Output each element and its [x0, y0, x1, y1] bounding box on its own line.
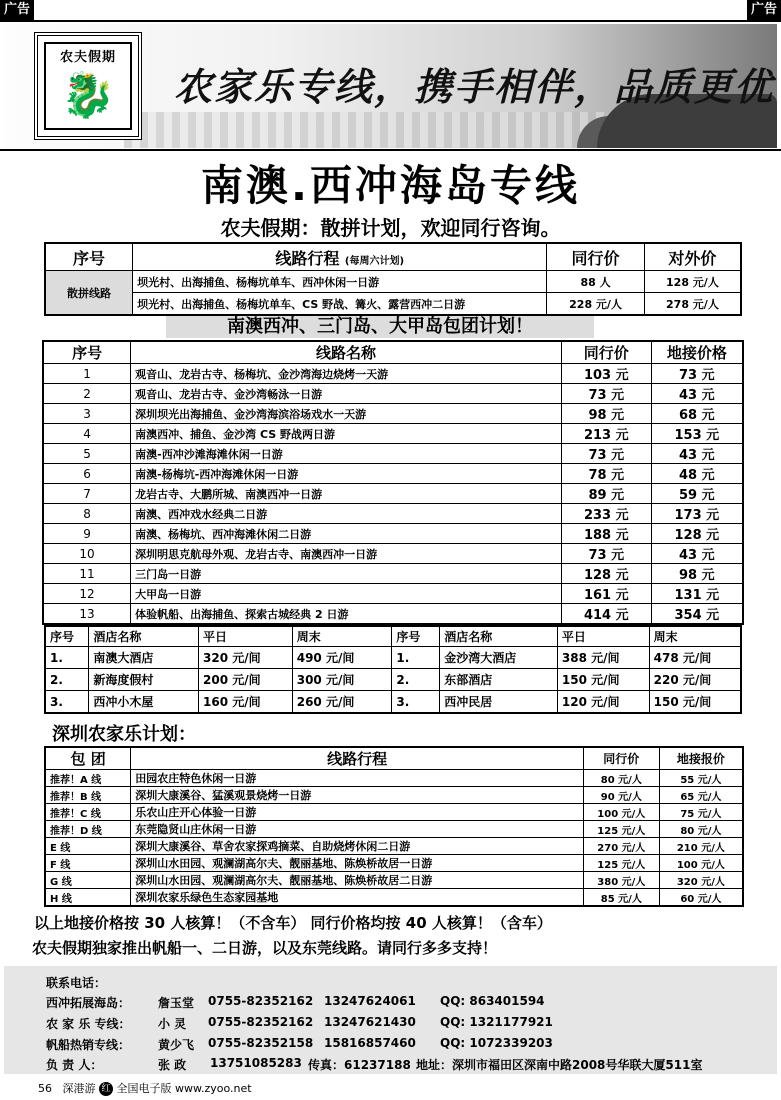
hotel-name: 东部酒店: [440, 669, 558, 691]
hotel-number: 1.: [392, 647, 440, 669]
weekday-price: 150 元/间: [557, 669, 649, 691]
route-name: 田园农庄特色休闲一日游: [131, 770, 584, 787]
route-name: 深圳大康溪谷、猛溪观景烧烤一日游: [131, 787, 584, 804]
col-weekday: 平日: [557, 626, 649, 647]
hotel-name: 金沙湾大酒店: [440, 647, 558, 669]
route-name: 深圳农家乐绿色生态家园基地: [131, 889, 584, 907]
ad-tag-right: 广告: [747, 0, 781, 20]
line-label: E 线: [45, 838, 131, 855]
table-row: [43, 364, 743, 384]
page-number: 56: [38, 1082, 52, 1095]
table-row: [45, 271, 741, 293]
table-row: [43, 504, 743, 524]
line-label: H 线: [45, 889, 131, 907]
table-row: [45, 691, 741, 714]
col-local: 地接报价: [659, 747, 743, 770]
table-row: [45, 787, 743, 804]
table-row: [45, 647, 741, 669]
table-row: [43, 444, 743, 464]
table-header: [43, 341, 743, 364]
peer-price: 90 元/人: [583, 787, 659, 804]
hotel-number: 2.: [45, 669, 89, 691]
col-peer: 同行价: [583, 747, 659, 770]
peer-price: 88 人: [547, 271, 645, 293]
table-row: [45, 872, 743, 889]
route-name: 南澳西冲、捕鱼、金沙湾 CS 野战两日游: [131, 424, 562, 444]
local-price: 210 元/人: [659, 838, 743, 855]
table-row: [43, 544, 743, 564]
local-price: 173 元: [651, 504, 743, 524]
row-number: 2: [43, 384, 131, 404]
local-price: 73 元: [651, 364, 743, 384]
row-number: 12: [43, 584, 131, 604]
table-row: [43, 464, 743, 484]
hotel-number: 1.: [45, 647, 89, 669]
route-name: 观音山、龙岩古寺、金沙湾畅泳一日游: [131, 384, 562, 404]
route-name: 深圳明思克航母外观、龙岩古寺、南澳西冲一日游: [131, 544, 562, 564]
route-name: 南澳-杨梅坑-西冲海滩休闲一日游: [131, 464, 562, 484]
peer-price: 188 元: [561, 524, 651, 544]
peer-price: 233 元: [561, 504, 651, 524]
weekday-price: 160 元/间: [199, 691, 293, 714]
col-no: 序号: [45, 626, 89, 647]
peer-price: 85 元/人: [583, 889, 659, 907]
top-rule: [0, 20, 781, 22]
hotel-name: 新海度假村: [89, 669, 199, 691]
peer-price: 161 元: [561, 584, 651, 604]
local-price: 43 元: [651, 384, 743, 404]
local-price: 65 元/人: [659, 787, 743, 804]
local-price: 59 元: [651, 484, 743, 504]
line-label: 推荐！B 线: [45, 787, 131, 804]
ad-tag-left: 广告: [0, 0, 34, 20]
weekend-price: 300 元/间: [292, 669, 392, 691]
table-row: [45, 855, 743, 872]
route-name: 东莞隐贤山庄休闲一日游: [131, 821, 584, 838]
col-no: 序号: [45, 243, 133, 271]
peer-price: 80 元/人: [583, 770, 659, 787]
weekday-price: 120 元/间: [557, 691, 649, 714]
route-name: 观音山、龙岩古寺、杨梅坑、金沙湾海边烧烤一天游: [131, 364, 562, 384]
route-name: 深圳大康溪谷、草舍农家探鸡摘菜、自助烧烤休闲二日游: [131, 838, 584, 855]
farm-heading: 深圳农家乐计划：: [52, 724, 196, 745]
col-peer: 同行价: [561, 341, 651, 364]
pricing-note: 以上地接价格按 30 人核算！（不含车） 同行价格均按 40 人核算！（含车）: [34, 914, 552, 932]
site-link[interactable]: 全国电子版 www.zyoo.net: [116, 1082, 252, 1095]
table-row: [45, 889, 743, 907]
hotel-rows: [45, 647, 741, 714]
line-label: F 线: [45, 855, 131, 872]
peer-price: 213 元: [561, 424, 651, 444]
col-no: 序号: [43, 341, 131, 364]
peer-price: 73 元: [561, 384, 651, 404]
row-number: 8: [43, 504, 131, 524]
table-row: [45, 293, 741, 316]
weekend-price: 490 元/间: [292, 647, 392, 669]
weekday-price: 200 元/间: [199, 669, 293, 691]
table-row: [43, 524, 743, 544]
row-number: 9: [43, 524, 131, 544]
brand-name: 深港游: [62, 1082, 96, 1095]
col-local: 地接价格: [651, 341, 743, 364]
col-route: 线路行程: [131, 747, 584, 770]
weekend-price: 220 元/间: [649, 669, 741, 691]
row-number: 13: [43, 604, 131, 625]
peer-price: 89 元: [561, 484, 651, 504]
weekday-price: 320 元/间: [199, 647, 293, 669]
local-price: 128 元: [651, 524, 743, 544]
package-table: [42, 340, 744, 625]
hotel-name: 西冲民居: [440, 691, 558, 714]
row-number: 7: [43, 484, 131, 504]
col-peer: 同行价: [547, 243, 645, 271]
local-price: 100 元/人: [659, 855, 743, 872]
peer-price: 100 元/人: [583, 804, 659, 821]
row-number: 6: [43, 464, 131, 484]
local-price: 43 元: [651, 544, 743, 564]
peer-price: 103 元: [561, 364, 651, 384]
peer-price: 78 元: [561, 464, 651, 484]
public-price: 128 元/人: [644, 271, 741, 293]
peer-price: 125 元/人: [583, 855, 659, 872]
table-header: [45, 243, 741, 271]
header-banner: [4, 24, 777, 148]
package-rows: [43, 364, 743, 625]
local-price: 60 元/人: [659, 889, 743, 907]
route-name: 乐农山庄开心体验一日游: [131, 804, 584, 821]
line-label: 推荐！A 线: [45, 770, 131, 787]
route-name: 龙岩古寺、大鹏所城、南澳西冲一日游: [131, 484, 562, 504]
local-price: 354 元: [651, 604, 743, 625]
public-price: 278 元/人: [644, 293, 741, 316]
hotel-number: 3.: [45, 691, 89, 714]
page-title: 南澳.西冲海岛专线: [201, 161, 580, 210]
table-row: [45, 821, 743, 838]
local-price: 48 元: [651, 464, 743, 484]
local-price: 43 元: [651, 444, 743, 464]
col-name: 酒店名称: [440, 626, 558, 647]
table-row: [43, 404, 743, 424]
weekday-price: 388 元/间: [557, 647, 649, 669]
table-row: [43, 384, 743, 404]
hotel-name: 西冲小木屋: [89, 691, 199, 714]
peer-price: 414 元: [561, 604, 651, 625]
table-row: [43, 584, 743, 604]
route-cell: 坝光村、出海捕鱼、杨梅坑单车、西冲休闲一日游: [133, 271, 547, 293]
table-row: [43, 424, 743, 444]
peer-price: 98 元: [561, 404, 651, 424]
peer-price: 380 元/人: [583, 872, 659, 889]
local-price: 98 元: [651, 564, 743, 584]
brand-logo: [34, 32, 142, 140]
weekend-price: 478 元/间: [649, 647, 741, 669]
route-name: 南澳-西冲沙滩海滩休闲一日游: [131, 444, 562, 464]
banner-slogan: 农家乐专线，携手相伴，品质更优: [174, 64, 775, 109]
table-row: [45, 770, 743, 787]
peer-price: 73 元: [561, 444, 651, 464]
local-price: 80 元/人: [659, 821, 743, 838]
banner-rule: [0, 149, 781, 151]
scatter-route-table: [44, 242, 742, 316]
row-number: 5: [43, 444, 131, 464]
route-name: 南澳、杨梅坑、西冲海滩休闲二日游: [131, 524, 562, 544]
peer-price: 228 元/人: [547, 293, 645, 316]
line-label: G 线: [45, 872, 131, 889]
table-row: [45, 838, 743, 855]
brand-badge: 红: [99, 1082, 113, 1096]
route-name: 体验帆船、出海捕鱼、探索古城经典 2 日游: [131, 604, 562, 625]
local-price: 131 元: [651, 584, 743, 604]
col-weekday: 平日: [199, 626, 293, 647]
col-group: 包 团: [45, 747, 131, 770]
peer-price: 270 元/人: [583, 838, 659, 855]
route-name: 三门岛一日游: [131, 564, 562, 584]
local-price: 68 元: [651, 404, 743, 424]
weekend-price: 260 元/间: [292, 691, 392, 714]
contact-heading: 联系电话：: [46, 976, 107, 990]
table-row: [43, 484, 743, 504]
col-name: 酒店名称: [89, 626, 199, 647]
col-no: 序号: [392, 626, 440, 647]
promo-note: 农夫假期独家推出帆船一、二日游，以及东莞线路。请同行多多支持！: [32, 939, 498, 957]
row-number: 3: [43, 404, 131, 424]
table-row: [45, 804, 743, 821]
route-cell: 坝光村、出海捕鱼、杨梅坑单车、CS 野战、篝火、露营西冲二日游: [133, 293, 547, 316]
logo-text: 农夫假期: [59, 50, 116, 65]
table-header: [45, 747, 743, 770]
farm-rows: [45, 770, 743, 907]
peer-price: 125 元/人: [583, 821, 659, 838]
table-row: [45, 669, 741, 691]
row-number: 4: [43, 424, 131, 444]
local-price: 153 元: [651, 424, 743, 444]
route-name: 深圳坝光出海捕鱼、金沙湾海滨浴场戏水一天游: [131, 404, 562, 424]
row-number: 11: [43, 564, 131, 584]
local-price: 75 元/人: [659, 804, 743, 821]
hotel-number: 3.: [392, 691, 440, 714]
col-name: 线路名称: [131, 341, 562, 364]
route-name: 深圳山水田园、观澜湖高尔夫、靓丽基地、陈焕桥故居二日游: [131, 872, 584, 889]
peer-price: 128 元: [561, 564, 651, 584]
dragon-icon: 🐉: [60, 70, 116, 121]
hotel-number: 2.: [392, 669, 440, 691]
col-route: 线路行程 (每周六计划): [133, 243, 547, 271]
route-name: 南澳、西冲戏水经典二日游: [131, 504, 562, 524]
local-price: 320 元/人: [659, 872, 743, 889]
line-label: 推荐！D 线: [45, 821, 131, 838]
table-row: [43, 564, 743, 584]
table-row: [43, 604, 743, 625]
table-header: [45, 626, 741, 647]
line-label: 推荐！C 线: [45, 804, 131, 821]
farm-table: [44, 746, 744, 907]
col-weekend: 周末: [292, 626, 392, 647]
row-number: 1: [43, 364, 131, 384]
contact-panel: 联系电话： 西冲拓展海岛： 詹玉堂 0755-82352162 13247624061 QQ: 863401594 农 家 乐 专线： 小 灵 0755-82352162 13247621430 QQ: 1321177921 帆船热销专线： 黄少飞 0755-82352158 15816857460 QQ: 1072339203 负 责 人： 张 政 13751085283 传真：61237188 地址：深圳市福田区深南中路2008号华联大厦511室: [4, 966, 777, 1074]
local-price: 55 元/人: [659, 770, 743, 787]
hotel-table: [44, 625, 742, 714]
weekend-price: 150 元/间: [649, 691, 741, 714]
route-name: 深圳山水田园、观澜湖高尔夫、靓丽基地、陈焕桥故居一日游: [131, 855, 584, 872]
col-weekend: 周末: [649, 626, 741, 647]
peer-price: 73 元: [561, 544, 651, 564]
col-public: 对外价: [644, 243, 741, 271]
group-label: 散拼线路: [45, 271, 133, 316]
page-footer: [38, 1080, 252, 1096]
hotel-name: 南澳大酒店: [89, 647, 199, 669]
package-banner: 南澳西冲、三门岛、大甲岛包团计划！: [166, 316, 594, 338]
row-number: 10: [43, 544, 131, 564]
page-subtitle: 农夫假期：散拼计划，欢迎同行咨询。: [220, 216, 561, 240]
route-name: 大甲岛一日游: [131, 584, 562, 604]
